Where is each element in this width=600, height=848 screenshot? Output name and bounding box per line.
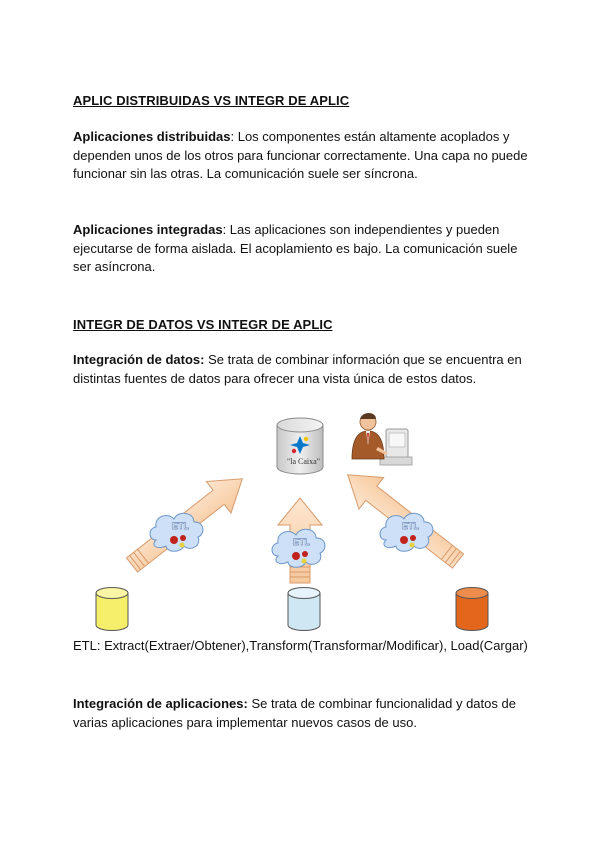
bank-database-icon: [277, 418, 323, 474]
gear-icon: [180, 535, 186, 541]
paragraph-app-integration: [73, 695, 533, 732]
etl-caption: ETL: Extract(Extraer/Obtener),Transform(Transformar/Modificar), Load(Cargar): [73, 638, 528, 653]
gear-icon: [302, 551, 308, 557]
etl-label-left: ETL: [172, 521, 189, 531]
text-data-integration: Se trata de combinar información que se encuentra en distintas fuentes de datos para ofrecer una vista única de estos datos.: [73, 352, 522, 386]
gear-icon: [410, 543, 415, 548]
etl-cloud-center: [272, 529, 325, 567]
term-integrated-apps: Aplicaciones integradas: [73, 222, 223, 237]
section-heading-distributed: APLIC DISTRIBUIDAS VS INTEGR DE APLIC: [73, 93, 350, 108]
paragraph-data-integration: [73, 351, 533, 388]
etl-label-right: ETL: [402, 521, 419, 531]
term-data-integration: Integración de datos:: [73, 352, 205, 367]
etl-cloud-right: [380, 513, 433, 551]
source-database-blue-icon: [288, 588, 320, 631]
gear-icon: [292, 552, 300, 560]
text-app-integration: Se trata de combinar funcionalidad y datos de varias aplicaciones para implementar nuevos casos de uso.: [73, 696, 516, 730]
paragraph-distributed-apps: [73, 128, 533, 184]
section-heading-data-integration: INTEGR DE DATOS VS INTEGR DE APLIC: [73, 317, 333, 332]
gear-icon: [302, 559, 307, 564]
source-database-orange-icon: [456, 588, 488, 631]
paragraph-integrated-apps: [73, 221, 533, 277]
term-app-integration: Integración de aplicaciones:: [73, 696, 248, 711]
gear-icon: [170, 536, 178, 544]
etl-diagram: [60, 405, 540, 640]
user-at-computer-icon: [352, 413, 412, 465]
text-integrated-apps: : Las aplicaciones son independientes y pueden ejecutarse de forma aislada. El acoplamiento es bajo. La comunicación suele ser asíncrona.: [73, 222, 518, 274]
gear-icon: [400, 536, 408, 544]
text-distributed-apps: : Los componentes están altamente acoplados y dependen unos de los otros para funcionar correctamente. Una capa no puede funcionar sin las otras. La comunicación suele ser síncrona.: [73, 129, 528, 181]
gear-icon: [180, 543, 185, 548]
gear-icon: [410, 535, 416, 541]
bank-label: "la Caixa": [287, 457, 320, 466]
etl-label-center: ETL: [293, 537, 310, 547]
term-distributed-apps: Aplicaciones distribuidas: [73, 129, 231, 144]
source-database-yellow-icon: [96, 588, 128, 631]
